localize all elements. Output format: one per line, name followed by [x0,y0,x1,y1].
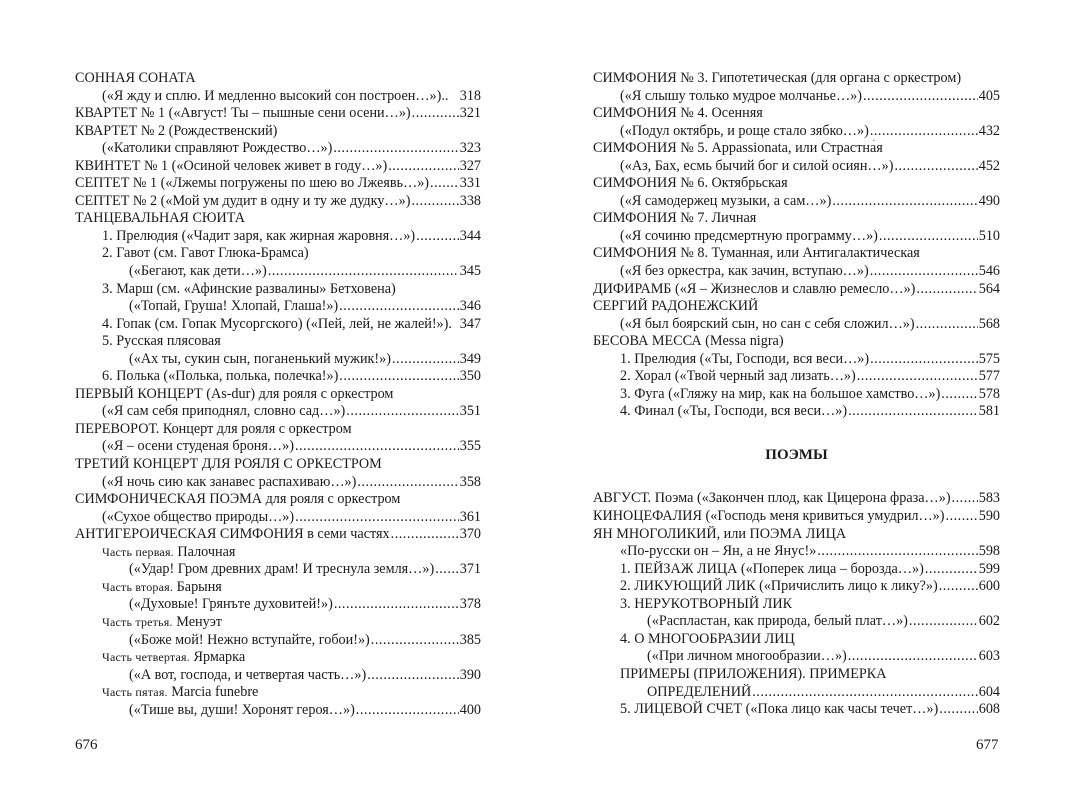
toc-entry-title: КВИНТЕТ № 1 («Осиной человек живет в году…») [75,157,388,174]
leader-dots [268,263,459,281]
toc-entry[interactable] [593,298,1000,316]
toc-entry[interactable] [75,702,481,720]
toc-entry[interactable] [75,351,481,369]
toc-entry-title: АНТИГЕРОИЧЕСКАЯ СИМФОНИЯ в семи частях [75,526,390,543]
toc-entry[interactable] [75,474,481,492]
toc-entry-page: 583 [978,490,1000,507]
leader-dots [925,561,978,579]
toc-entry-page: 405 [978,87,1000,104]
toc-entry-page: 378 [459,596,481,613]
toc-entry-title: 1. ПЕЙЗАЖ ЛИЦА («Поперек лица – борозда…») [620,560,924,577]
leader-dots [952,490,978,508]
toc-entry-title: («Ах ты, сукин сын, поганенький мужик!») [129,350,391,367]
toc-entry-title: 3. НЕРУКОТВОРНЫЙ ЛИК [620,595,793,612]
part-name: Ярмарка [189,649,246,666]
toc-entry-title: ТРЕТИЙ КОНЦЕРТ ДЛЯ РОЯЛЯ С ОРКЕСТРОМ [75,456,382,473]
toc-entry-page: 568 [978,315,1000,332]
toc-entry-title: («Я сам себя приподнял, словно сад…») [102,403,346,420]
toc-entry[interactable] [593,193,1000,211]
leader-dots [939,701,977,719]
toc-entry-page: 385 [459,631,481,648]
toc-entry[interactable] [75,298,481,316]
toc-entry-title: СИМФОНИЯ № 5. Appassionata, или Страстна́я [593,140,883,157]
toc-entry[interactable] [593,333,1000,351]
toc-entry-title: («Я ночь сию как занавес распахиваю…») [102,473,357,490]
toc-entry-title: («Я – осени студеная броня…») [102,438,294,455]
toc-entry-part [102,544,235,562]
leader-dots [371,632,459,650]
toc-entry-page: 578 [978,385,1000,402]
section-title-poems: ПОЭМЫ [765,446,828,463]
toc-entry[interactable] [75,632,481,650]
leader-dots [857,368,978,386]
toc-entry-title: 1. Прелюдия («Ты, Господи, вся веси…») [620,350,870,367]
toc-entry[interactable] [75,649,481,667]
toc-entry-title: («Бегают, как дети…») [129,263,267,280]
toc-entry[interactable] [75,421,481,439]
toc-entry-title: («Удар! Гром древних драм! И треснула земля…») [129,561,435,578]
toc-entry[interactable] [593,368,1000,386]
toc-entry-title: ТАНЦЕВАЛЬНАЯ СЮИТА [75,210,245,227]
toc-entry-title: АВГУСТ. Поэма («Закончен плод, как Цицерона фраза…») [593,490,951,507]
part-name: Палочная [173,543,236,560]
right-page-toc [593,70,1000,719]
leader-dots [941,386,977,404]
toc-entry-title: 2. Гавот (см. Гавот Глюка-Брамса) [102,245,309,262]
toc-entry-part [102,579,222,597]
toc-entry-page: 546 [978,263,1000,280]
toc-entry[interactable] [75,140,481,158]
toc-entry-title: СИМФОНИЯ № 7. Личная [593,210,757,227]
part-name: Барыня [173,578,222,595]
toc-entry-title: («Духовые! Грянъте духовитей!») [129,596,333,613]
toc-entry[interactable] [593,123,1000,141]
toc-entry[interactable] [75,228,481,246]
toc-entry-page: 345 [459,263,481,280]
toc-entry[interactable] [75,509,481,527]
part-label: Часть первая. [102,544,174,559]
toc-entry-title: 4. Гопак (см. Гопак Мусоргского) («Пей, лей, не жалей!»). [102,315,452,332]
toc-entry[interactable] [75,561,481,579]
toc-entry[interactable] [75,684,481,702]
toc-entry[interactable] [593,684,1000,702]
toc-entry[interactable] [593,578,1000,596]
right-toc-top [593,70,1000,421]
toc-entry-part [102,614,222,632]
toc-entry-part [102,649,245,667]
part-name: Менуэт [172,613,222,630]
toc-entry-title: («Боже мой! Нежно вступайте, гобои!») [129,631,370,648]
leader-dots [916,281,977,299]
toc-entry-title: КИНОЦЕФАЛИЯ («Господь меня кривиться умудрил…») [593,508,945,525]
toc-entry[interactable] [75,88,481,106]
toc-entry[interactable] [593,175,1000,193]
toc-entry-page: 327 [459,157,481,174]
toc-entry-page: 344 [459,227,481,244]
toc-entry[interactable] [593,158,1000,176]
toc-entry[interactable] [75,210,481,228]
toc-entry-part [102,684,258,702]
part-name: Marcia funebre [167,684,259,701]
leader-dots [817,543,977,561]
part-label: Часть вторая. [102,579,174,594]
toc-entry[interactable] [593,526,1000,544]
toc-entry-title: 5. ЛИЦЕВОЙ СЧЕТ («Пока лицо как часы течет…») [620,701,939,718]
leader-dots [894,158,977,176]
toc-entry[interactable] [75,386,481,404]
toc-entry[interactable] [593,228,1000,246]
toc-entry[interactable] [75,491,481,509]
toc-entry[interactable] [75,105,481,123]
toc-entry[interactable] [75,667,481,685]
toc-entry-page: 346 [459,298,481,315]
toc-entry-title: ПЕРВЫЙ КОНЦЕРТ (As-dur) для рояля с оркестром [75,385,394,402]
toc-entry-page: 602 [978,613,1000,630]
toc-entry[interactable] [75,316,481,334]
right-toc-bottom [593,490,1000,718]
toc-entry-title: 3. Марш (см. «Афинские развалины» Бетховена) [102,280,396,297]
toc-entry[interactable] [593,88,1000,106]
toc-entry-title: («Я был боярский сын, но сан с себя сложил…») [620,315,915,332]
leader-dots [412,105,459,123]
leader-dots [909,613,978,631]
left-page-number: 676 [75,737,98,753]
toc-entry[interactable] [593,351,1000,369]
toc-entry-page: 598 [978,543,1000,560]
leader-dots [848,648,978,666]
leader-dots [430,175,459,193]
toc-entry-page: 432 [978,122,1000,139]
toc-entry-page: 338 [459,192,481,209]
leader-dots [295,509,459,527]
toc-entry[interactable] [75,526,481,544]
toc-entry-page: 564 [978,280,1000,297]
toc-entry-title: ЯН МНОГОЛИКИЙ, или ПОЭМА ЛИЦА [593,525,847,542]
toc-entry-title: («Сухое общество природы…») [102,508,295,525]
toc-entry[interactable] [75,403,481,421]
toc-entry-title: («Я самодержец музыки, а сам…») [620,192,832,209]
toc-entry[interactable] [593,508,1000,526]
leader-dots [295,438,459,456]
toc-entry-page: 590 [978,508,1000,525]
toc-entry[interactable] [593,210,1000,228]
toc-entry-title: 4. Финал («Ты, Господи, вся веси…») [620,403,848,420]
toc-entry[interactable] [75,614,481,632]
section-gap [593,464,1000,490]
toc-entry[interactable] [593,245,1000,263]
toc-entry-title: («Я без оркестра, как зачин, вступаю…») [620,263,869,280]
right-page-number: 677 [976,737,999,753]
toc-entry[interactable] [593,281,1000,299]
part-label: Часть третья. [102,614,173,629]
toc-entry-page: 321 [459,105,481,122]
toc-entry[interactable] [593,701,1000,719]
toc-entry-title: («Топай, Груша! Хлопай, Глаша!») [129,298,339,315]
leader-dots [832,193,977,211]
toc-entry[interactable] [75,438,481,456]
toc-entry-page: 400 [459,701,481,718]
left-page-toc [75,70,481,719]
toc-entry[interactable] [593,403,1000,421]
toc-entry-title: 3. Фуга («Гляжу на мир, как на большое хамство…») [620,385,941,402]
toc-entry-page: 371 [459,561,481,578]
toc-entry[interactable] [75,281,481,299]
toc-entry[interactable] [593,648,1000,666]
toc-entry-title: 5. Русская плясовая [102,333,221,350]
toc-entry-title: ОПРЕДЕЛЕНИЙ [647,683,752,700]
toc-entry-page: 577 [978,368,1000,385]
toc-entry-title: СИМФОНИЧЕСКАЯ ПОЭМА для рояля с оркестром [75,491,401,508]
toc-entry-page: 361 [459,508,481,525]
leader-dots [435,561,459,579]
toc-entry-title: («Тише вы, души! Хоронят героя…») [129,701,355,718]
part-label: Часть четвертая. [102,650,190,665]
toc-entry[interactable] [593,543,1000,561]
toc-entry[interactable] [75,333,481,351]
leader-dots [848,403,978,421]
toc-entry-title: 1. Прелюдия («Чадит заря, как жирная жаровня…») [102,227,416,244]
leader-dots [357,474,458,492]
toc-entry-page: 604 [978,683,1000,700]
toc-entry-page: 510 [978,227,1000,244]
toc-entry-title: («Я слышу только мудрое молчанье…») [620,87,862,104]
toc-entry[interactable] [593,613,1000,631]
toc-entry[interactable] [75,70,481,88]
toc-entry[interactable] [75,579,481,597]
toc-entry-title: («А вот, господа, и четвертая часть…») [129,666,367,683]
toc-entry-title: («Аз, Бах, есмь бычий бог и силой осиян…») [620,157,894,174]
toc-entry-title: ПРИМЕРЫ (ПРИЛОЖЕНИЯ). ПРИМЕРКА [620,665,887,682]
leader-dots [367,667,459,685]
toc-entry-title: ДИФИРАМБ («Я – Жизнеслов и славлю ремесло…») [593,280,916,297]
toc-entry-page: 331 [459,175,481,192]
toc-entry[interactable] [75,245,481,263]
leader-dots [339,368,458,386]
toc-entry-page: 599 [978,560,1000,577]
toc-entry[interactable] [593,263,1000,281]
leader-dots [870,263,978,281]
toc-entry-title: СИМФОНИЯ № 3. Гипотетическая (для органа с оркестром) [593,70,962,86]
leader-dots [946,508,978,526]
toc-entry-title: («Я сочиню предсмертную программу…») [620,227,878,244]
leader-dots [870,123,978,141]
leader-dots [879,228,978,246]
toc-entry-title: СИМФОНИЯ № 6. Октябрьская [593,175,788,192]
toc-entry[interactable] [593,70,1000,88]
toc-entry-page: 490 [978,192,1000,209]
toc-entry[interactable] [593,105,1000,123]
toc-entry[interactable] [593,386,1000,404]
toc-entry-page: 452 [978,157,1000,174]
leader-dots [939,578,978,596]
toc-entry-title: 2. ЛИКУЮЩИЙ ЛИК («Причислить лицо к лику?») [620,578,938,595]
toc-entry-title: СИМФОНИЯ № 4. Осенняя [593,105,763,122]
toc-entry[interactable] [75,193,481,211]
toc-entry[interactable] [593,596,1000,614]
leader-dots [411,193,458,211]
toc-entry-title: СЕПТЕТ № 2 («Мой ум дудит в одну и ту же дудку…») [75,192,411,209]
toc-entry-title: («Я жду и сплю. И медленно высокий сон построен…»).. [102,87,449,104]
toc-entry-page: 347 [459,315,481,332]
toc-entry[interactable] [593,316,1000,334]
part-label: Часть пятая. [102,685,168,700]
toc-entry[interactable] [75,263,481,281]
toc-entry-title: ПЕРЕВОРОТ. Концерт для рояля с оркестром [75,420,352,437]
toc-entry[interactable] [75,456,481,474]
leader-dots [870,351,978,369]
toc-entry-page: 603 [978,648,1000,665]
toc-entry-page: 600 [978,578,1000,595]
leader-dots [346,403,458,421]
toc-entry-title: («Подул октябрь, и роще стало зябко…») [620,122,869,139]
leader-dots [334,596,459,614]
toc-entry-page: 581 [978,403,1000,420]
toc-entry[interactable] [593,490,1000,508]
toc-entry-page: 608 [978,701,1000,718]
toc-entry-title: КВАРТЕТ № 2 (Рождественский) [75,122,278,139]
toc-entry-title: 6. Полька («Полька, полька, полечка!») [102,368,339,385]
toc-entry[interactable] [593,666,1000,684]
toc-entry-title: КВАРТЕТ № 1 («Август! Ты – пышные сени осени…») [75,105,411,122]
leader-dots [916,316,978,334]
toc-entry[interactable] [75,596,481,614]
toc-entry[interactable] [593,561,1000,579]
toc-entry[interactable] [593,631,1000,649]
toc-entry-page: 390 [459,666,481,683]
leader-dots [388,158,459,176]
toc-entry[interactable] [75,175,481,193]
toc-entry[interactable] [75,123,481,141]
leader-dots [863,88,978,106]
leader-dots [333,140,458,158]
toc-entry[interactable] [75,368,481,386]
toc-entry[interactable] [75,544,481,562]
toc-entry[interactable] [75,158,481,176]
leader-dots [391,526,459,544]
toc-entry-title: («Католики справляют Рождество…») [102,140,333,157]
toc-entry-title: СЕПТЕТ № 1 («Лжемы погружены по шею во Лжеявь…») [75,175,430,192]
toc-entry-page: 370 [459,526,481,543]
toc-entry-title: («Распластан, как природа, белый плат…») [647,613,908,630]
leader-dots [339,298,459,316]
toc-entry-page: 349 [459,350,481,367]
leader-dots [752,684,977,702]
toc-entry-title: 4. О МНОГООБРАЗИИ ЛИЦ [620,630,795,647]
toc-entry-page: 323 [459,140,481,157]
toc-entry-title: БЕСОВА МЕССА (Messa nigra) [593,333,784,350]
toc-entry-title: СОННАЯ СОНАТА [75,70,196,86]
leader-dots [356,702,459,720]
toc-entry-page: 575 [978,350,1000,367]
toc-entry-page: 351 [459,403,481,420]
toc-entry-title: 2. Хорал («Твой черный зад лизать…») [620,368,856,385]
toc-entry-page: 355 [459,438,481,455]
toc-entry-page: 350 [459,368,481,385]
toc-entry-page: 358 [459,473,481,490]
toc-entry-title: («При личном многообразии…») [647,648,847,665]
toc-entry-title: «По-русски он – Ян, а не Янус!» [620,543,817,560]
section-gap [593,421,1000,447]
toc-entry[interactable] [593,140,1000,158]
toc-entry-title: СИМФОНИЯ № 8. Туманная, или Антигалактическая [593,245,920,262]
toc-entry-page: 318 [459,87,481,104]
leader-dots [392,351,459,369]
toc-entry-title: СЕРГИЙ РАДОНЕЖСКИЙ [593,298,759,315]
leader-dots [416,228,459,246]
